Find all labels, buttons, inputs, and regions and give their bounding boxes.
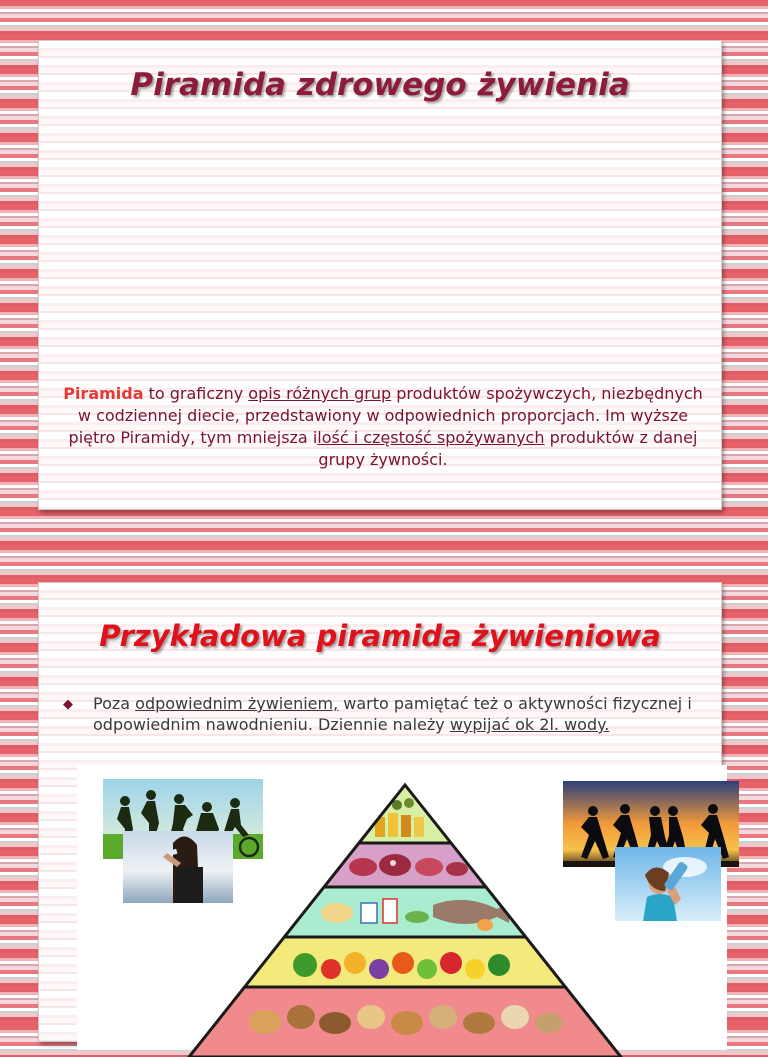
slide-1-title: Piramida zdrowego żywienia — [130, 67, 630, 103]
paragraph-link-frequency[interactable]: lość i częstość spożywanych — [317, 428, 545, 447]
slide-1-paragraph — [61, 383, 705, 471]
bullet-link-nutrition[interactable]: odpowiednim żywieniem, — [135, 694, 339, 713]
paragraph-link-groups[interactable]: opis różnych grup — [248, 384, 392, 403]
bullet-text — [93, 693, 703, 735]
slide-1 — [38, 40, 722, 510]
bullet-link-water[interactable]: wypijać ok 2l. wody. — [449, 715, 610, 734]
bullet-diamond-icon: ◆ — [63, 697, 73, 712]
paragraph-text-2: produktów spożywczych, niezbędnych w codziennej diecie, przedstawiony w odpowiednich proporcjach. Im wyższe piętro Piramidy, tym mniejsza i — [68, 384, 703, 447]
slide-2 — [38, 582, 722, 1042]
food-pyramid-figure — [77, 765, 727, 1050]
woman-bottle-photo — [615, 847, 721, 921]
bullet-text-2: warto pamiętać też o aktywności fizycznej i odpowiednim nawodnieniu. Dziennie należy — [93, 694, 692, 734]
bullet-text-1: Poza — [93, 694, 136, 713]
bullet-item — [63, 693, 703, 735]
food-pyramid — [185, 777, 625, 1057]
paragraph-text-1: to graficzny — [143, 384, 249, 403]
paragraph-lead: Piramida — [63, 384, 144, 403]
slide-2-title: Przykładowa piramida żywieniowa — [99, 619, 661, 653]
paragraph-text-3: produktów z danej grupy żywności. — [318, 428, 698, 469]
